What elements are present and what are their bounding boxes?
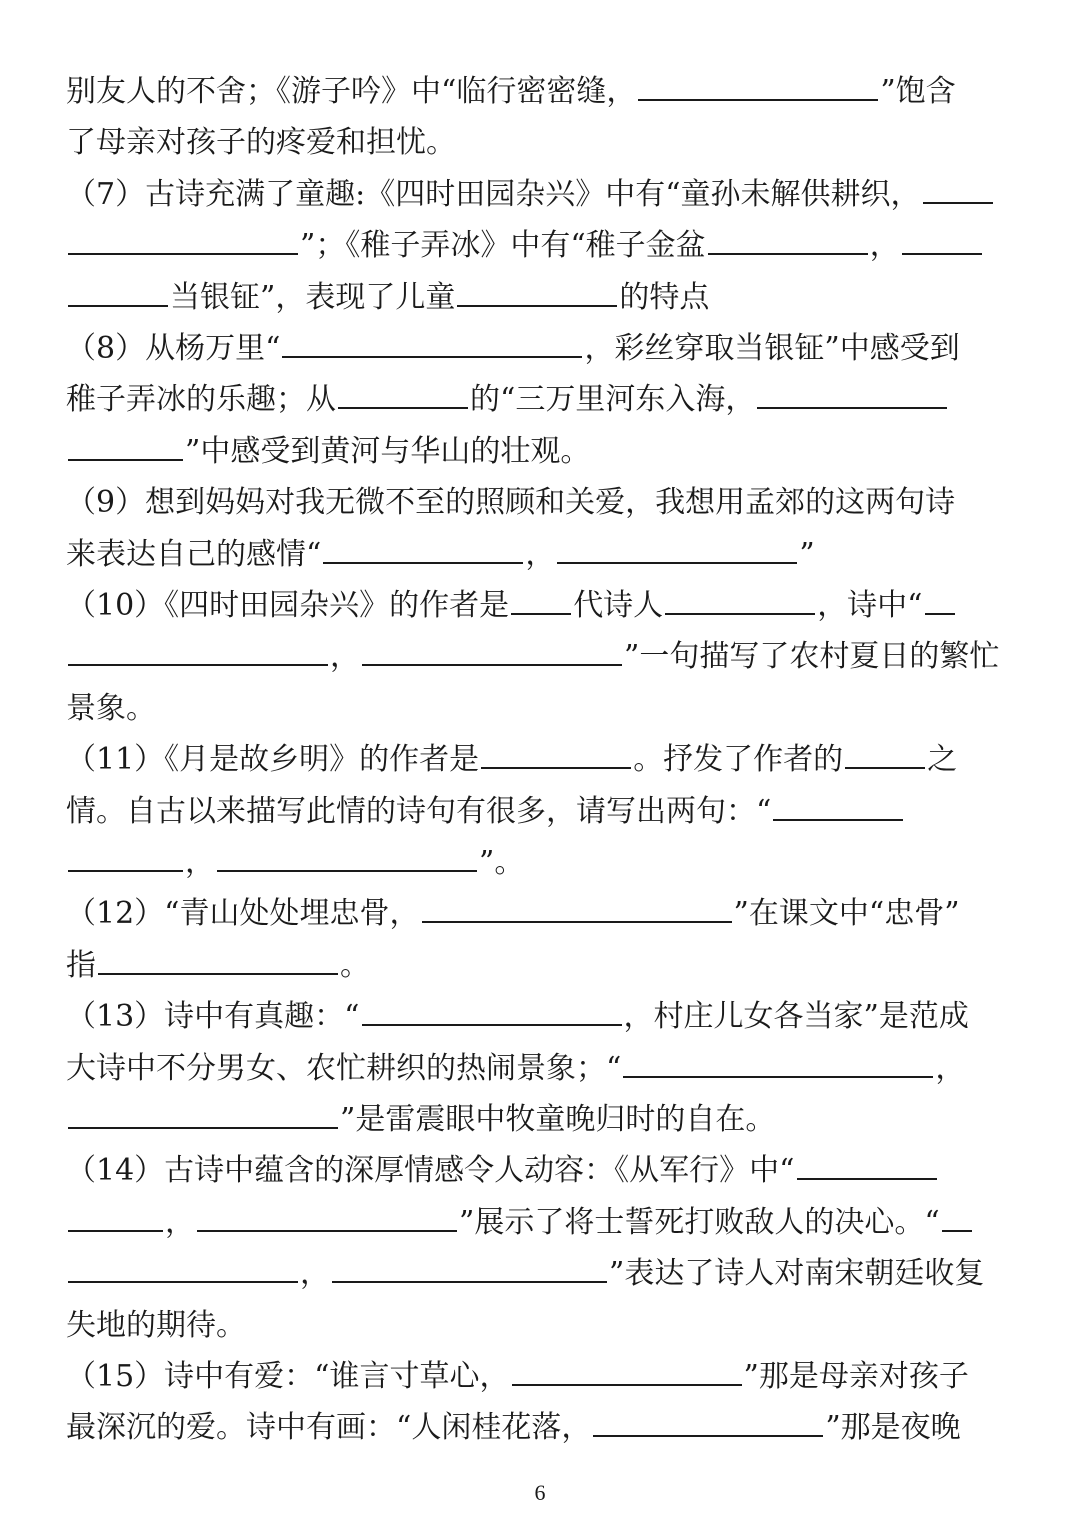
answer-blank[interactable] — [481, 737, 631, 769]
text-line — [66, 1402, 1016, 1453]
answer-blank[interactable] — [323, 532, 523, 564]
line-text: 情。自古以来描写此情的诗句有很多，请写出两句：“ — [66, 793, 772, 829]
line-text: ， — [300, 1256, 330, 1292]
line-text: 的“三万里河东入海， — [470, 382, 756, 418]
text-line — [66, 1145, 1016, 1196]
text-line — [66, 786, 1016, 837]
line-text: ”。 — [479, 845, 525, 880]
line-text: 稚子弄冰的乐趣；从 — [66, 382, 336, 418]
text-line — [66, 1094, 1016, 1145]
line-text: 别友人的不舍；《游子吟》中“临行密密缝， — [66, 74, 637, 109]
line-text: ，诗中“ — [817, 588, 923, 623]
answer-blank[interactable] — [557, 532, 797, 564]
line-text: 最深沉的爱。诗中有画：“人闲桂花落， — [66, 1410, 592, 1446]
answer-blank[interactable] — [457, 275, 617, 307]
text-line — [66, 991, 1016, 1042]
line-text: （15）诗中有爱：“谁言寸草心， — [66, 1359, 510, 1394]
text-line — [66, 580, 1016, 631]
text-line — [66, 1197, 1016, 1248]
line-text: ”在课文中“忠骨” — [733, 896, 960, 932]
answer-blank[interactable] — [338, 377, 468, 409]
answer-blank[interactable] — [98, 943, 338, 975]
line-text: ”是雷震眼中牧童晚归时的自在。 — [340, 1102, 776, 1137]
answer-blank[interactable] — [68, 1097, 338, 1129]
line-text: ”；《稚子弄冰》中有“稚子金盆 — [300, 228, 706, 264]
line-text: ， — [165, 1204, 195, 1240]
line-text: 失地的期待。 — [66, 1307, 246, 1343]
line-text: （14）古诗中蕴含的深厚情感令人动容：《从军行》中“ — [66, 1153, 795, 1189]
text-line — [66, 683, 1016, 734]
answer-blank[interactable] — [511, 583, 571, 615]
text-line — [66, 220, 1016, 271]
line-text: 之 — [927, 742, 958, 778]
line-text: ”那是母亲对孩子 — [743, 1359, 969, 1394]
answer-blank[interactable] — [362, 634, 622, 666]
line-text: ，村庄儿女各当家”是范成 — [623, 999, 969, 1035]
answer-blank[interactable] — [923, 172, 993, 204]
text-line — [66, 734, 1016, 785]
answer-blank[interactable] — [623, 1046, 933, 1078]
text-line — [66, 477, 1016, 528]
text-line — [66, 169, 1016, 220]
text-line — [66, 631, 1016, 682]
line-text: 指 — [66, 947, 96, 983]
answer-blank[interactable] — [282, 326, 582, 358]
answer-blank[interactable] — [422, 891, 732, 923]
text-line — [66, 426, 1016, 477]
text-line — [66, 66, 1016, 117]
line-text: （9）想到妈妈对我无微不至的照顾和关爱，我想用孟郊的这两句诗 — [66, 485, 956, 521]
line-text: 大诗中不分男女、农忙耕织的热闹景象；“ — [66, 1050, 622, 1086]
text-line — [66, 1300, 1016, 1351]
answer-blank[interactable] — [638, 69, 878, 101]
line-text: ， — [185, 845, 215, 880]
line-text: ， — [525, 536, 556, 572]
line-text: ， — [935, 1050, 966, 1086]
answer-blank[interactable] — [925, 583, 955, 615]
answer-blank[interactable] — [68, 1251, 298, 1283]
line-text: （13）诗中有真趣：“ — [66, 999, 360, 1035]
line-text: 当银钲”，表现了儿童 — [170, 279, 456, 315]
line-text: ”展示了将士誓死打败敌人的决心。“ — [459, 1204, 940, 1240]
line-text: （11）《月是故乡明》的作者是 — [66, 742, 480, 778]
text-line — [66, 1248, 1016, 1299]
text-line — [66, 837, 1016, 888]
answer-blank[interactable] — [773, 789, 903, 821]
line-text: 。 — [340, 947, 370, 983]
line-text: 了母亲对孩子的疼爱和担忧。 — [66, 125, 456, 161]
line-text: （12）“青山处处埋忠骨， — [66, 896, 420, 932]
answer-blank[interactable] — [68, 634, 328, 666]
line-text: （8）从杨万里“ — [66, 331, 281, 366]
line-text: （10）《四时田园杂兴》的作者是 — [66, 588, 510, 623]
line-text: 的特点 — [619, 279, 710, 315]
line-text: ”表达了诗人对南宋朝廷收复 — [609, 1256, 985, 1292]
answer-blank[interactable] — [665, 583, 815, 615]
answer-blank[interactable] — [902, 223, 982, 255]
text-line — [66, 1043, 1016, 1094]
answer-blank[interactable] — [68, 840, 183, 872]
answer-blank[interactable] — [362, 994, 622, 1026]
answer-blank[interactable] — [942, 1200, 972, 1232]
line-text: ， — [330, 639, 360, 675]
answer-blank[interactable] — [68, 1200, 163, 1232]
line-text: 代诗人 — [573, 588, 664, 623]
line-text: ” — [799, 536, 815, 572]
line-text: 。抒发了作者的 — [633, 742, 844, 778]
answer-blank[interactable] — [68, 429, 183, 461]
page-number: 6 — [534, 1480, 546, 1505]
text-line — [66, 888, 1016, 939]
answer-blank[interactable] — [217, 840, 477, 872]
answer-blank[interactable] — [512, 1354, 742, 1386]
line-text: ”那是夜晚 — [825, 1410, 961, 1446]
line-text: ，彩丝穿取当银钲”中感受到 — [584, 331, 960, 366]
text-line — [66, 117, 1016, 168]
text-line — [66, 1351, 1016, 1402]
line-text: （7）古诗充满了童趣:《四时田园杂兴》中有“童孙未解供耕织， — [66, 176, 921, 212]
text-line — [66, 529, 1016, 580]
line-text: ”中感受到黄河与华山的壮观。 — [185, 433, 591, 469]
line-text: ， — [869, 228, 900, 264]
answer-blank[interactable] — [708, 223, 868, 255]
line-text: ”饱含 — [880, 74, 956, 109]
answer-blank[interactable] — [68, 223, 298, 255]
text-line — [66, 323, 1016, 374]
answer-blank[interactable] — [845, 737, 925, 769]
line-text: 来表达自己的感情“ — [66, 536, 322, 572]
answer-blank[interactable] — [197, 1200, 457, 1232]
text-line — [66, 374, 1016, 425]
answer-blank[interactable] — [797, 1148, 937, 1180]
answer-blank[interactable] — [332, 1251, 607, 1283]
answer-blank[interactable] — [593, 1405, 823, 1437]
line-text: 景象。 — [66, 690, 156, 726]
answer-blank[interactable] — [757, 377, 947, 409]
text-line — [66, 272, 1016, 323]
answer-blank[interactable] — [68, 275, 168, 307]
line-text: ”一句描写了农村夏日的繁忙 — [624, 639, 1000, 675]
text-line — [66, 940, 1016, 991]
